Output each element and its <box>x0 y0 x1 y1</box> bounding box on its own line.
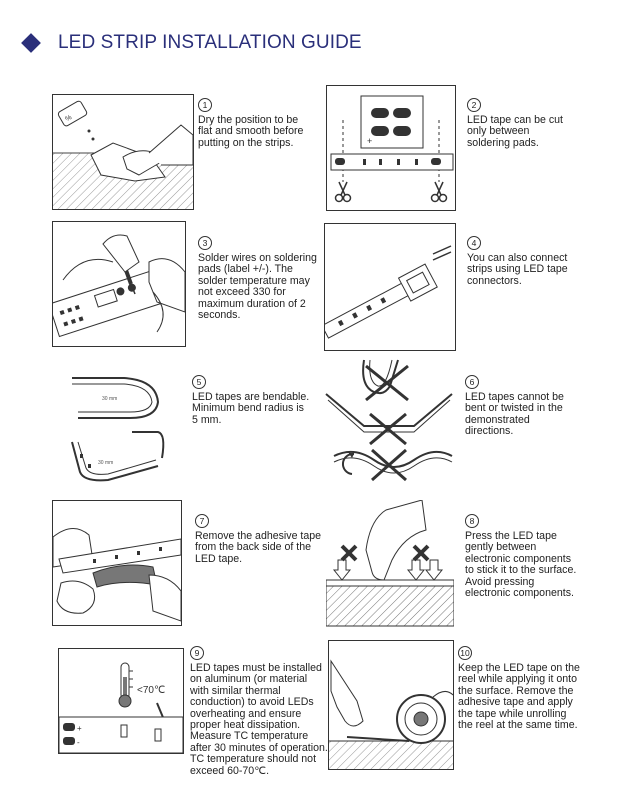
step-number: 2 <box>467 98 481 112</box>
cut-tape-scissors-icon <box>327 86 455 210</box>
step-10-illustration <box>328 640 454 770</box>
step-2 <box>467 98 607 149</box>
peel-adhesive-icon <box>53 501 181 625</box>
press-tape-icon <box>326 500 454 628</box>
step-3-illustration <box>52 221 186 347</box>
svg-text:+: + <box>77 724 82 733</box>
step-7-illustration <box>52 500 182 626</box>
svg-text:+: + <box>367 136 373 146</box>
svg-text:<70℃: <70℃ <box>137 685 166 696</box>
step-text: Dry the position to be flat and smooth before putting on the strips. <box>198 114 304 149</box>
step-1-illustration <box>52 94 194 210</box>
step-number: 6 <box>465 375 479 389</box>
step-number: 1 <box>198 98 212 112</box>
step-text: Keep the LED tape on the reel while applying it onto the surface. Remove the adhesive tape and apply the tape while unrolling the reel at the same time. <box>458 662 580 732</box>
step-number: 8 <box>465 514 479 528</box>
step-text: LED tapes are bendable. Minimum bend radius is 5 mm. <box>192 391 310 426</box>
bendable-tape-icon <box>58 362 178 490</box>
header <box>18 28 362 58</box>
step-number: 9 <box>190 646 204 660</box>
step-number: 5 <box>192 375 206 389</box>
step-6-illustration <box>324 356 454 490</box>
wiping-surface-icon <box>53 95 193 209</box>
step-number: 10 <box>458 646 472 660</box>
step-text: You can also connect strips using LED tape connectors. <box>467 252 568 287</box>
svg-text:30 mm: 30 mm <box>98 460 114 466</box>
step-3 <box>198 236 338 321</box>
step-text: LED tapes cannot be bent or twisted in the demonstrated directions. <box>465 391 564 438</box>
reel-unrolling-icon <box>329 641 453 769</box>
tape-connector-icon <box>325 224 455 350</box>
step-text: Press the LED tape gently between electronic components to stick it to the surface. Avoid pressing electronic components. <box>465 530 577 600</box>
diamond-bullet-icon <box>21 33 41 53</box>
step-8-illustration <box>326 500 454 628</box>
step-5 <box>192 375 332 426</box>
step-text: Solder wires on soldering pads (label +/-). The solder temperature may not exceed 330 for maximum duration of 2 seconds. <box>198 252 317 322</box>
step-2-illustration <box>326 85 456 211</box>
step-8 <box>465 514 605 599</box>
step-5-illustration <box>58 362 178 490</box>
step-text: LED tapes must be installed on aluminum (or material with similar thermal conduction) to avoid LEDs overheating and ensure proper heat dissipation. Measure TC temperature after 30 minutes of operation. TC temperature should not exceed 60-70℃. <box>190 662 328 777</box>
step-9 <box>190 646 330 777</box>
svg-text:30 mm: 30 mm <box>102 396 118 402</box>
page-title: LED STRIP INSTALLATION GUIDE <box>58 32 362 53</box>
step-4-illustration <box>324 223 456 351</box>
step-1 <box>198 98 338 149</box>
svg-text:%: % <box>64 114 74 124</box>
step-9-illustration <box>58 648 184 754</box>
step-number: 4 <box>467 236 481 250</box>
soldering-iron-icon <box>53 222 185 346</box>
step-7 <box>195 514 335 565</box>
svg-text:-: - <box>77 738 80 747</box>
no-bend-twist-icon <box>324 356 454 490</box>
step-number: 3 <box>198 236 212 250</box>
step-text: Remove the adhesive tape from the back side of the LED tape. <box>195 530 322 565</box>
thermometer-heat-icon <box>59 649 183 753</box>
step-4 <box>467 236 607 287</box>
step-10 <box>458 646 598 731</box>
step-text: LED tape can be cut only between soldering pads. <box>467 114 563 149</box>
step-number: 7 <box>195 514 209 528</box>
step-6 <box>465 375 605 438</box>
